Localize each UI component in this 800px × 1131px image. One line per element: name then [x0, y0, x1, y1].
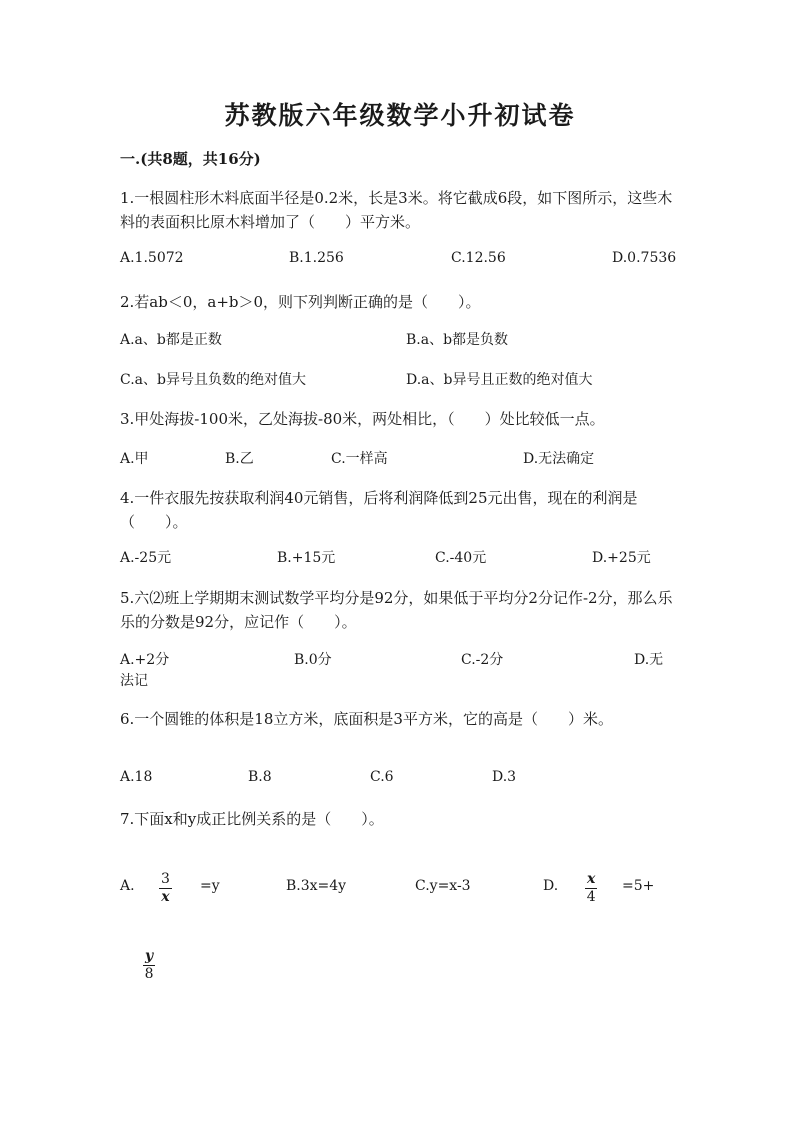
q6-option-c: C.6 — [370, 769, 394, 785]
q7-option-d-label: D. — [543, 878, 559, 894]
q7-option-a-label: A. — [120, 878, 135, 894]
q7-option-a-tail: =y — [200, 878, 220, 894]
q7-option-a-fraction — [159, 872, 172, 905]
q3-option-a: A.甲 — [120, 451, 149, 467]
q7-d-denominator: 4 — [586, 889, 596, 905]
question-4: 4.一件衣服先按获取利润40元销售，后将利润降低到25元出售，现在的利润是（ ）。 — [120, 489, 638, 531]
q7-d-cont-numerator: y — [145, 948, 154, 964]
q3-option-c: C.一样高 — [331, 451, 388, 467]
question-7: 7.下面x和y成正比例关系的是（ ）。 — [120, 810, 384, 828]
q7-a-denominator: x — [161, 889, 170, 905]
section-heading: 一.(共8题，共16分) — [120, 150, 261, 168]
q4-option-b: B.+15元 — [277, 550, 336, 566]
q7-option-d-tail: =5+ — [622, 878, 655, 894]
q1-option-c: C.12.56 — [451, 250, 506, 266]
q4-option-c: C.-40元 — [435, 550, 487, 566]
q7-option-d-cont-fraction — [143, 949, 155, 982]
q5-option-c: C.-2分 — [461, 652, 504, 668]
question-6: 6.一个圆锥的体积是18立方米，底面积是3平方米，它的高是（ ）米。 — [120, 710, 613, 728]
q1-option-a: A.1.5072 — [120, 250, 184, 266]
q7-d-numerator: x — [587, 871, 596, 887]
q5-option-a: A.+2分 — [120, 652, 170, 668]
q6-option-d: D.3 — [492, 769, 517, 785]
q1-option-b: B.1.256 — [289, 250, 344, 266]
q7-option-d-fraction — [585, 872, 597, 905]
q2-option-b: B.a、b都是负数 — [406, 332, 509, 348]
question-5: 5.六⑵班上学期期末测试数学平均分是92分，如果低于平均分2分记作-2分，那么乐乐的分数是92分，应记作（ ）。 — [120, 589, 673, 631]
q4-option-a: A.-25元 — [120, 550, 172, 566]
q7-a-numerator: 3 — [161, 871, 170, 887]
q2-option-c: C.a、b异号且负数的绝对值大 — [120, 372, 306, 388]
page-title: 苏教版六年级数学小升初试卷 — [224, 101, 576, 130]
q3-option-b: B.乙 — [225, 451, 254, 467]
question-1: 1.一根圆柱形木料底面半径是0.2米，长是3米。将它截成6段，如下图所示，这些木料的表面积比原木料增加了（ ）平方米。 — [120, 189, 673, 231]
q2-option-d: D.a、b异号且正数的绝对值大 — [406, 372, 593, 388]
q5-option-d: D.无 — [634, 652, 664, 668]
q7-option-b: B.3x=4y — [286, 878, 347, 894]
question-3: 3.甲处海拔-100米，乙处海拔-80米，两处相比，（ ）处比较低一点。 — [120, 410, 605, 428]
q7-d-cont-denominator: 8 — [144, 966, 154, 982]
q1-option-d: D.0.7536 — [612, 250, 677, 266]
q4-option-d: D.+25元 — [592, 550, 651, 566]
q5-option-b: B.0分 — [294, 652, 332, 668]
question-2: 2.若ab＜0，a+b＞0，则下列判断正确的是（ ）。 — [120, 293, 481, 311]
q6-option-b: B.8 — [248, 769, 272, 785]
q7-option-c: C.y=x-3 — [415, 878, 471, 894]
q6-option-a: A.18 — [120, 769, 153, 785]
q3-option-d: D.无法确定 — [523, 451, 595, 467]
q2-option-a: A.a、b都是正数 — [120, 332, 222, 348]
q5-option-d-cont: 法记 — [120, 673, 148, 689]
